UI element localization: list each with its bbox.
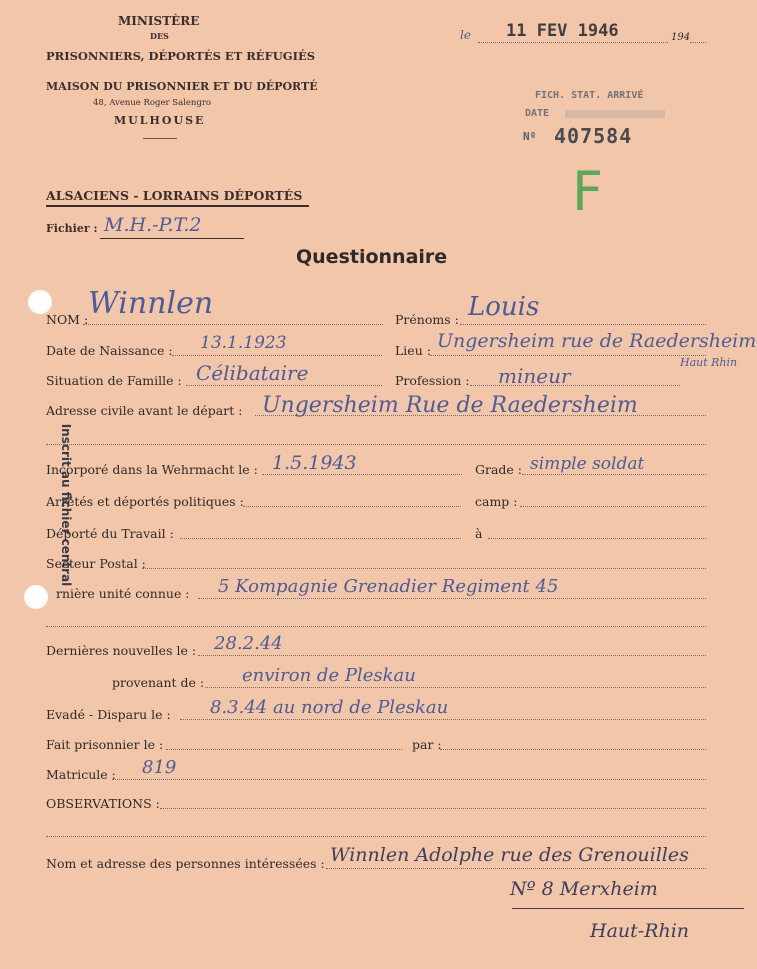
unite-label: rnière unité connue : [56,586,190,601]
interessees-label: Nom et adresse des personnes intéressées : [46,856,325,871]
fichier-value: M.H.-P.T.2 [104,214,202,236]
travail-dots [180,538,461,539]
adresse-label: Adresse civile avant le départ : [46,403,243,418]
nouvelles-dots [198,655,706,656]
section-title: ALSACIENS - LORRAINS DÉPORTÉS [46,188,303,203]
incorpore-label: Incorporé dans la Wehrmacht le : [46,462,258,477]
side-note: Inscrit au fichier central [59,423,73,587]
grade-label: Grade : [475,462,522,477]
grade-dots [522,474,706,475]
stamp-date-label: DATE [525,108,550,119]
observations-dots [160,808,706,809]
section-underline [46,205,309,207]
header-divider [143,138,177,139]
incorpore-value: 1.5.1943 [272,452,357,474]
interessees-value-3: Haut-Rhin [590,920,690,942]
observations-dots-2 [46,836,706,837]
nom-value: Winnlen [88,286,214,321]
stamp-line1: FICH. STAT. ARRIVÉ [535,90,644,101]
travail-label: Déporté du Travail : [46,526,174,541]
green-f-mark: F [572,160,604,223]
evade-label: Evadé - Disparu le : [46,707,171,722]
a-label: à [475,526,483,541]
lieu-label: Lieu : [395,343,431,358]
nom-label: NOM : [46,312,89,327]
nouvelles-label: Dernières nouvelles le : [46,643,197,658]
ministry-des: DES [150,31,169,41]
unite-dots-2 [46,626,706,627]
naissance-dots [172,355,382,356]
famille-label: Situation de Famille : [46,373,182,388]
nouvelles-value: 28.2.44 [214,633,283,654]
incorpore-dots [262,474,462,475]
date-year: 194 [671,32,691,43]
stamp-number: 407584 [554,124,633,148]
evade-dots [180,719,706,720]
prenoms-label: Prénoms : [395,312,459,327]
arretes-dots [243,506,461,507]
date-prefix: le [460,28,471,42]
profession-label: Profession : [395,373,470,388]
ministry-title: MINISTÈRE [118,14,200,28]
lieu-value-2: Haut Rhin [680,356,738,369]
fait-dots [166,749,402,750]
famille-dots [186,385,382,386]
page-title: Questionnaire [296,246,448,268]
punch-hole-top [28,290,52,314]
punch-hole-bottom [24,585,48,609]
interessees-dots [326,868,706,869]
par-label: par : [412,737,442,752]
interessees-underline [512,908,744,909]
stamp-date-smudge [565,110,665,118]
address-line: 48, Avenue Roger Salengro [93,98,212,108]
city-line: MULHOUSE [114,114,206,127]
camp-label: camp : [475,494,518,509]
camp-dots [520,506,706,507]
provenant-dots [205,687,706,688]
adresse-dots-2 [46,444,706,445]
secteur-label: Secteur Postal : [46,556,146,571]
lieu-dots [430,355,706,356]
secteur-dots [142,568,706,569]
matricule-dots [112,779,706,780]
adresse-value: Ungersheim Rue de Raedersheim [262,393,638,418]
famille-value: Célibataire [196,361,309,385]
matricule-label: Matricule : [46,767,116,782]
fichier-label: Fichier : [46,222,98,235]
interessees-value-1: Winnlen Adolphe rue des Grenouilles [330,844,689,866]
fichier-underline [100,238,244,239]
prenoms-dots [460,324,706,325]
prenoms-value: Louis [468,292,540,322]
interessees-value-2: Nº 8 Merxheim [510,878,658,900]
lieu-value: Ungersheim rue de Raedersheim [437,330,757,352]
profession-value: mineur [498,364,571,388]
stamp-number-prefix: Nº [523,130,537,143]
a-dots [488,538,706,539]
matricule-value: 819 [142,757,177,778]
grade-value: simple soldat [530,454,645,474]
maison-title: MAISON DU PRISONNIER ET DU DÉPORTÉ [46,80,318,93]
evade-value: 8.3.44 au nord de Pleskau [210,697,449,718]
nom-dots [83,324,383,325]
fait-label: Fait prisonnier le : [46,737,164,752]
provenant-label: provenant de : [112,675,205,690]
date-year-dots [690,42,706,43]
unite-value: 5 Kompagnie Grenadier Regiment 45 [218,576,559,597]
provenant-value: environ de Pleskau [242,665,416,686]
date-dotline [478,42,668,43]
unite-dots [198,598,706,599]
ministry-subtitle: PRISONNIERS, DÉPORTÉS ET RÉFUGIÉS [46,49,316,63]
naissance-value: 13.1.1923 [200,333,287,353]
arretes-label: Arrêtés et déportés politiques : [46,494,244,509]
par-dots [440,749,706,750]
date-stamp: 11 FEV 1946 [506,21,619,41]
naissance-label: Date de Naissance : [46,343,173,358]
observations-label: OBSERVATIONS : [46,796,160,811]
